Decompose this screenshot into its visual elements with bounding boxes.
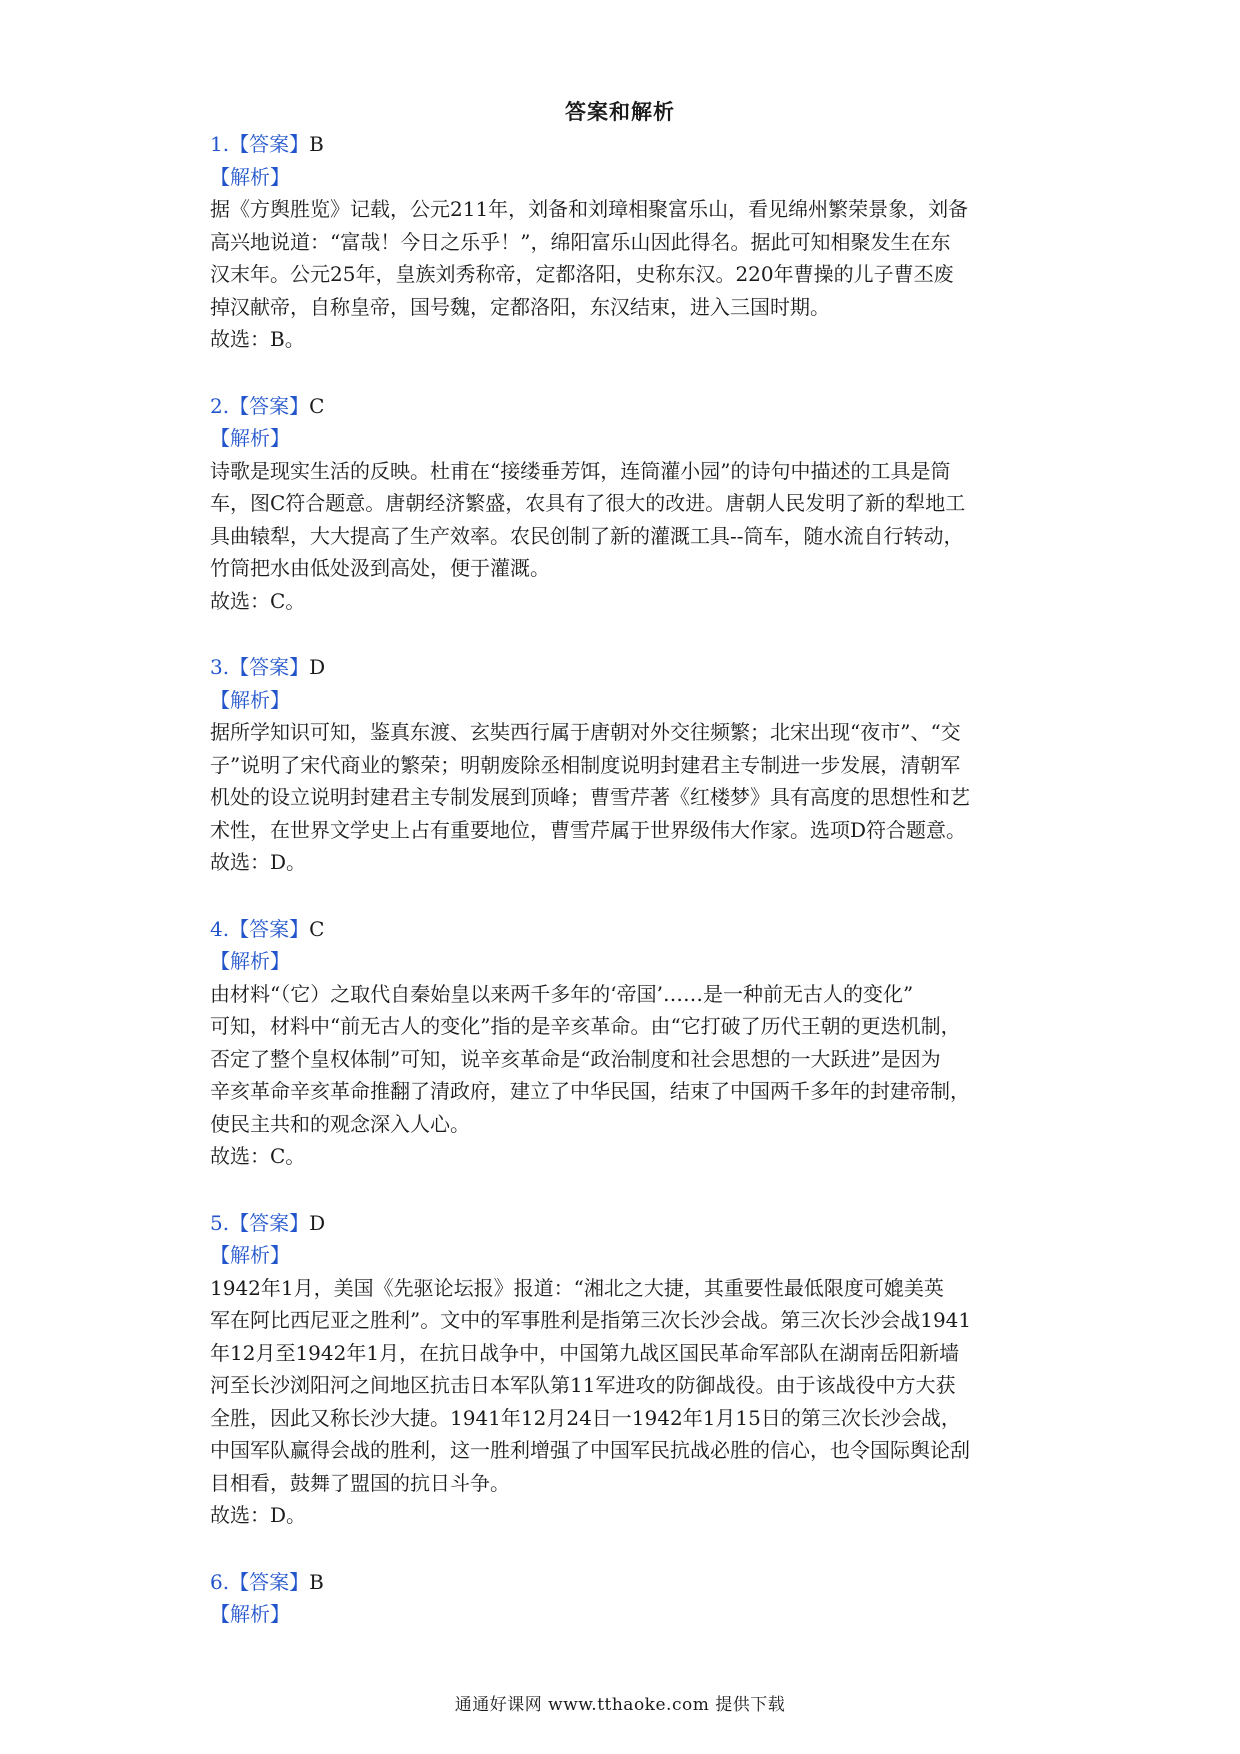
answer-value: B: [309, 1569, 324, 1594]
analysis-text-line: 掉汉献帝，自称皇帝，国号魏，定都洛阳，东汉结束，进入三国时期。: [210, 294, 830, 319]
answer-label: 【答案】: [229, 1569, 310, 1594]
question-block: [210, 1566, 1040, 1631]
analysis-text-line: 辛亥革命辛亥革命推翻了清政府，建立了中华民国，结束了中国两千多年的封建帝制，: [210, 1079, 970, 1103]
question-block: [210, 913, 1040, 1173]
analysis-text-line: 使民主共和的观念深入人心。: [210, 1111, 470, 1136]
analysis-text-line: 目相看，鼓舞了盟国的抗日斗争。: [210, 1470, 510, 1495]
question-block: [210, 390, 1040, 618]
answer-value: D: [309, 655, 326, 679]
question-number: 2.: [210, 393, 230, 418]
answer-line: [210, 128, 1040, 161]
answer-line: [210, 651, 1040, 684]
analysis-text-line: 据所学知识可知，鉴真东渡、玄奘西行属于唐朝对外交往频繁；北宋出现“夜市”、“交: [210, 720, 961, 744]
question-number: 1.: [210, 132, 230, 156]
answer-line: [210, 913, 1040, 946]
answer-label: 【答案】: [229, 1210, 310, 1235]
analysis-text-line: 年12月至1942年1月，在抗日战争中，中国第九战区国民革命军部队在湖南岳阳新墙: [210, 1340, 960, 1365]
analysis-text-line: 故选：C。: [210, 588, 306, 613]
analysis-label: 【解析】: [210, 1602, 290, 1626]
answer-label: 【答案】: [229, 655, 310, 679]
analysis-text-line: 故选：D。: [210, 850, 307, 874]
analysis-text-line: 河至长沙浏阳河之间地区抗击日本军队第11军进攻的防御战役。由于该战役中方大获: [210, 1373, 956, 1397]
analysis-text-line: 中国军队赢得会战的胜利，这一胜利增强了中国军民抗战必胜的信心，也令国际舆论刮: [210, 1438, 970, 1462]
analysis-label: 【解析】: [210, 687, 290, 712]
question-block: [210, 128, 1040, 356]
question-block: [210, 1207, 1040, 1532]
analysis-text-line: 军在阿比西尼亚之胜利”。文中的军事胜利是指第三次长沙会战。第三次长沙会战1941: [210, 1308, 972, 1332]
question-number: 3.: [210, 655, 230, 679]
analysis-text-line: 否定了整个皇权体制”可知，说辛亥革命是“政治制度和社会思想的一大跃进”是因为: [210, 1046, 941, 1071]
analysis-text-line: 全胜，因此又称长沙大捷。1941年12月24日一1942年1月15日的第三次长沙会战，: [210, 1405, 961, 1430]
page-title: 答案和解析: [565, 99, 675, 124]
analysis-text-line: 术性，在世界文学史上占有重要地位，曹雪芹属于世界级伟大作家。选项D符合题意。: [210, 817, 967, 842]
answer-value: B: [309, 132, 324, 156]
analysis-text-line: 子”说明了宋代商业的繁荣；明朝废除丞相制度说明封建君主专制进一步发展，清朝军: [210, 752, 961, 777]
analysis-text-line: 具曲辕犁，大大提高了生产效率。农民创制了新的灌溉工具--筒车，随水流自行转动，: [210, 523, 964, 548]
answer-line: [210, 1207, 1040, 1240]
answer-value: C: [309, 393, 325, 418]
analysis-text-line: 由材料“（它）之取代自秦始皇以来两千多年的‘帝国’……是一种前无古人的变化”: [210, 981, 914, 1006]
question-number: 4.: [210, 916, 230, 941]
analysis-label: 【解析】: [210, 1243, 290, 1267]
analysis-text-line: 故选：D。: [210, 1503, 307, 1527]
answer-label: 【答案】: [229, 916, 310, 941]
analysis-text-line: 竹筒把水由低处汲到高处，便于灌溉。: [210, 556, 550, 580]
question-number: 5.: [210, 1210, 230, 1235]
question-number: 6.: [210, 1569, 230, 1594]
question-block: [210, 651, 1040, 879]
page-footer: 通通好课网 www.tthaoke.com 提供下载: [454, 1695, 786, 1715]
answer-line: [210, 390, 1040, 423]
answer-value: C: [309, 916, 325, 941]
analysis-text-line: 机处的设立说明封建君主专制发展到顶峰；曹雪芹著《红楼梦》具有高度的思想性和艺: [210, 785, 970, 809]
analysis-label: 【解析】: [210, 426, 290, 450]
analysis-text-line: 车，图C符合题意。唐朝经济繁盛，农具有了很大的改进。唐朝人民发明了新的犁地工: [210, 491, 966, 515]
analysis-text-line: 可知，材料中“前无古人的变化”指的是辛亥革命。由“它打破了历代王朝的更迭机制，: [210, 1014, 961, 1038]
analysis-text-line: 故选：B。: [210, 327, 305, 351]
analysis-text-line: 汉末年。公元25年，皇族刘秀称帝，定都洛阳，史称东汉。220年曹操的儿子曹丕废: [210, 262, 954, 286]
answer-line: [210, 1566, 1040, 1599]
analysis-text-line: 诗歌是现实生活的反映。杜甫在“接缕垂芳饵，连筒灌小园”的诗句中描述的工具是筒: [210, 458, 951, 483]
analysis-text-line: 故选：C。: [210, 1144, 306, 1168]
analysis-text-line: 高兴地说道：“富哉！今日之乐乎！”，绵阳富乐山因此得名。据此可知相聚发生在东: [210, 229, 951, 254]
answer-label: 【答案】: [229, 393, 310, 418]
analysis-text-line: 1942年1月，美国《先驱论坛报》报道：“湘北之大捷，其重要性最低限度可媲美英: [210, 1275, 944, 1300]
answer-list: [210, 128, 1040, 1665]
analysis-text-line: 据《方舆胜览》记载，公元211年，刘备和刘璋相聚富乐山，看见绵州繁荣景象，刘备: [210, 197, 969, 221]
answer-value: D: [309, 1210, 326, 1235]
analysis-label: 【解析】: [210, 164, 290, 189]
answer-label: 【答案】: [229, 132, 310, 156]
analysis-label: 【解析】: [210, 949, 290, 973]
